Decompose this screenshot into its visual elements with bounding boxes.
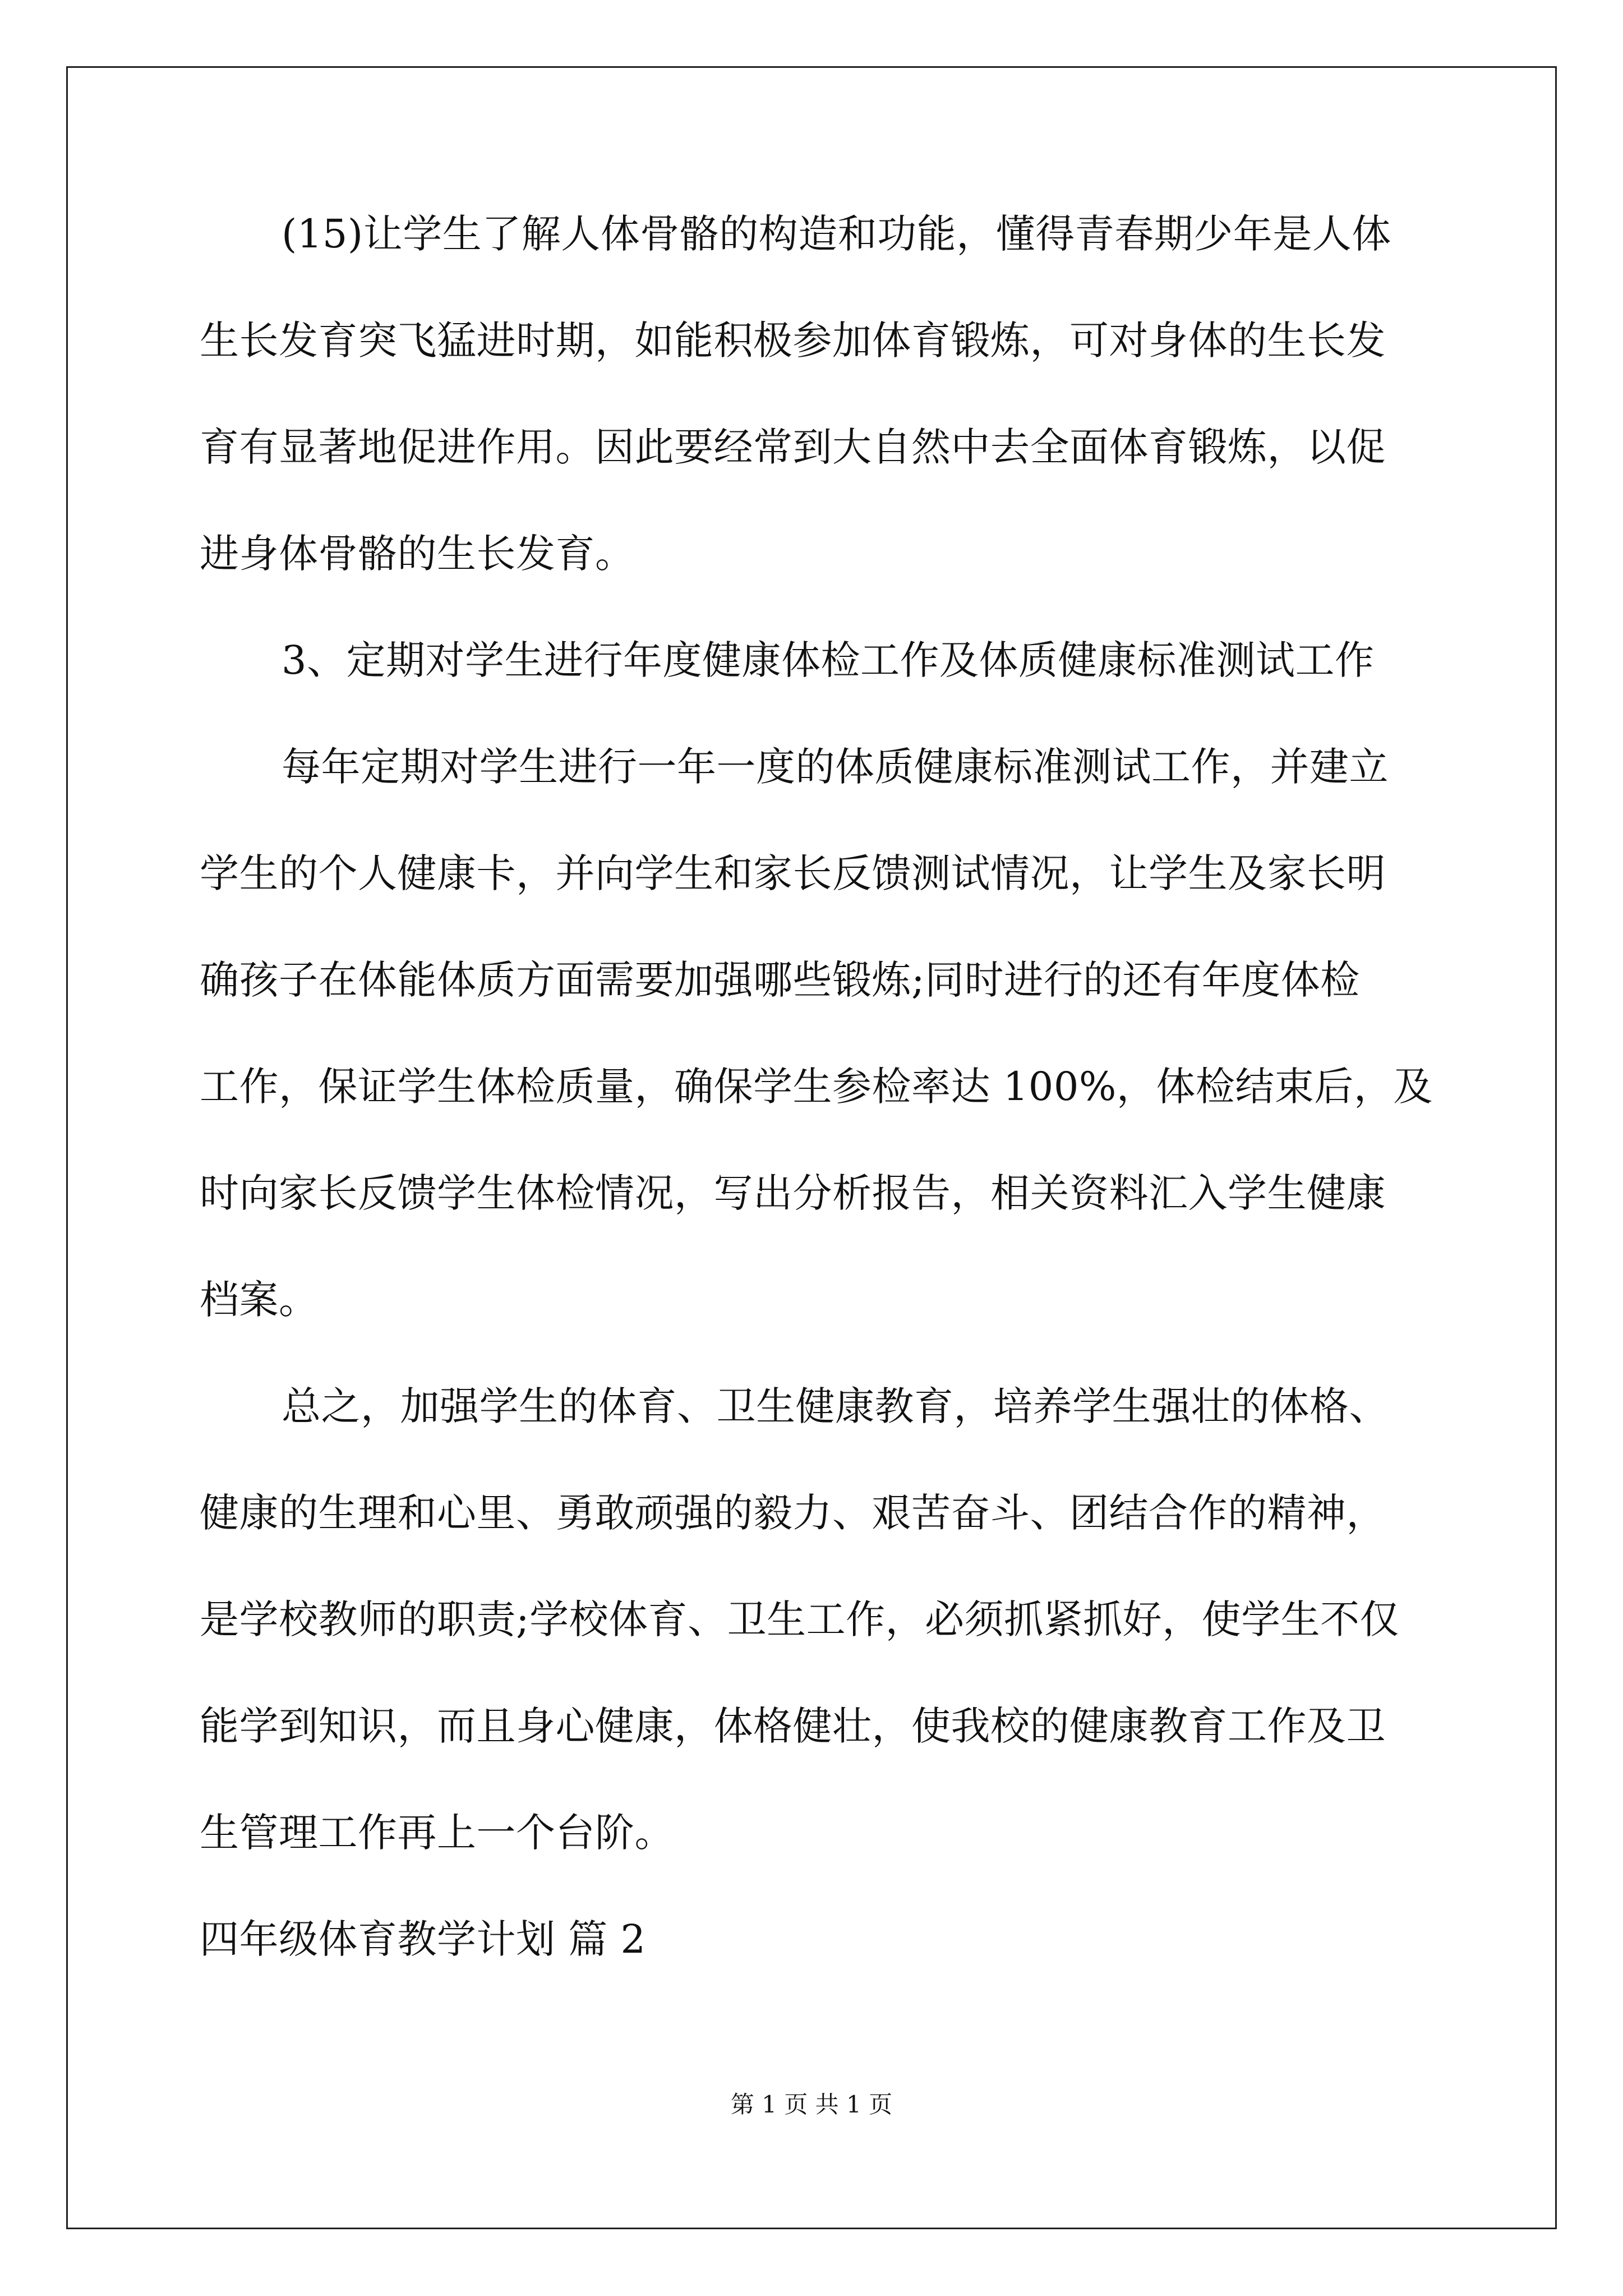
paragraph-line: 能学到知识，而且身心健康，体格健壮，使我校的健康教育工作及卫 (200, 1703, 1386, 1749)
paragraph-line: 总之，加强学生的体育、卫生健康教育，培养学生强壮的体格、 (282, 1383, 1389, 1429)
paragraph-line: 档案。 (200, 1277, 319, 1323)
paragraph-line: 时向家长反馈学生体检情况，写出分析报告，相关资料汇入学生健康 (200, 1170, 1386, 1216)
paragraph-line: 健康的生理和心里、勇敢顽强的毅力、艰苦奋斗、团结合作的精神， (200, 1490, 1386, 1536)
document-heading: 四年级体育教学计划 篇 2 (200, 1916, 646, 1962)
paragraph-line: 生管理工作再上一个台阶。 (200, 1810, 674, 1856)
page-border (66, 66, 1557, 2229)
paragraph-line: 育有显著地促进作用。因此要经常到大自然中去全面体育锻炼，以促 (200, 424, 1386, 470)
paragraph-line: 工作，保证学生体检质量，确保学生参检率达 100%，体检结束后，及 (200, 1064, 1433, 1110)
paragraph-line: 每年定期对学生进行一年一度的体质健康标准测试工作，并建立 (282, 744, 1389, 790)
paragraph-line: 生长发育突飞猛进时期，如能积极参加体育锻炼，可对身体的生长发 (200, 318, 1386, 364)
paragraph-line: 是学校教师的职责;学校体育、卫生工作，必须抓紧抓好，使学生不仅 (200, 1596, 1400, 1642)
section-heading: 3、定期对学生进行年度健康体检工作及体质健康标准测试工作 (282, 637, 1375, 683)
paragraph-line: 确孩子在体能体质方面需要加强哪些锻炼;同时进行的还有年度体检 (200, 957, 1360, 1003)
paragraph-line: 学生的个人健康卡，并向学生和家长反馈测试情况，让学生及家长明 (200, 850, 1386, 896)
paragraph-line: 进身体骨骼的生长发育。 (200, 531, 635, 577)
paragraph-line: (15)让学生了解人体骨骼的构造和功能，懂得青春期少年是人体 (282, 211, 1391, 257)
page-footer: 第 1 页 共 1 页 (730, 2091, 893, 2118)
